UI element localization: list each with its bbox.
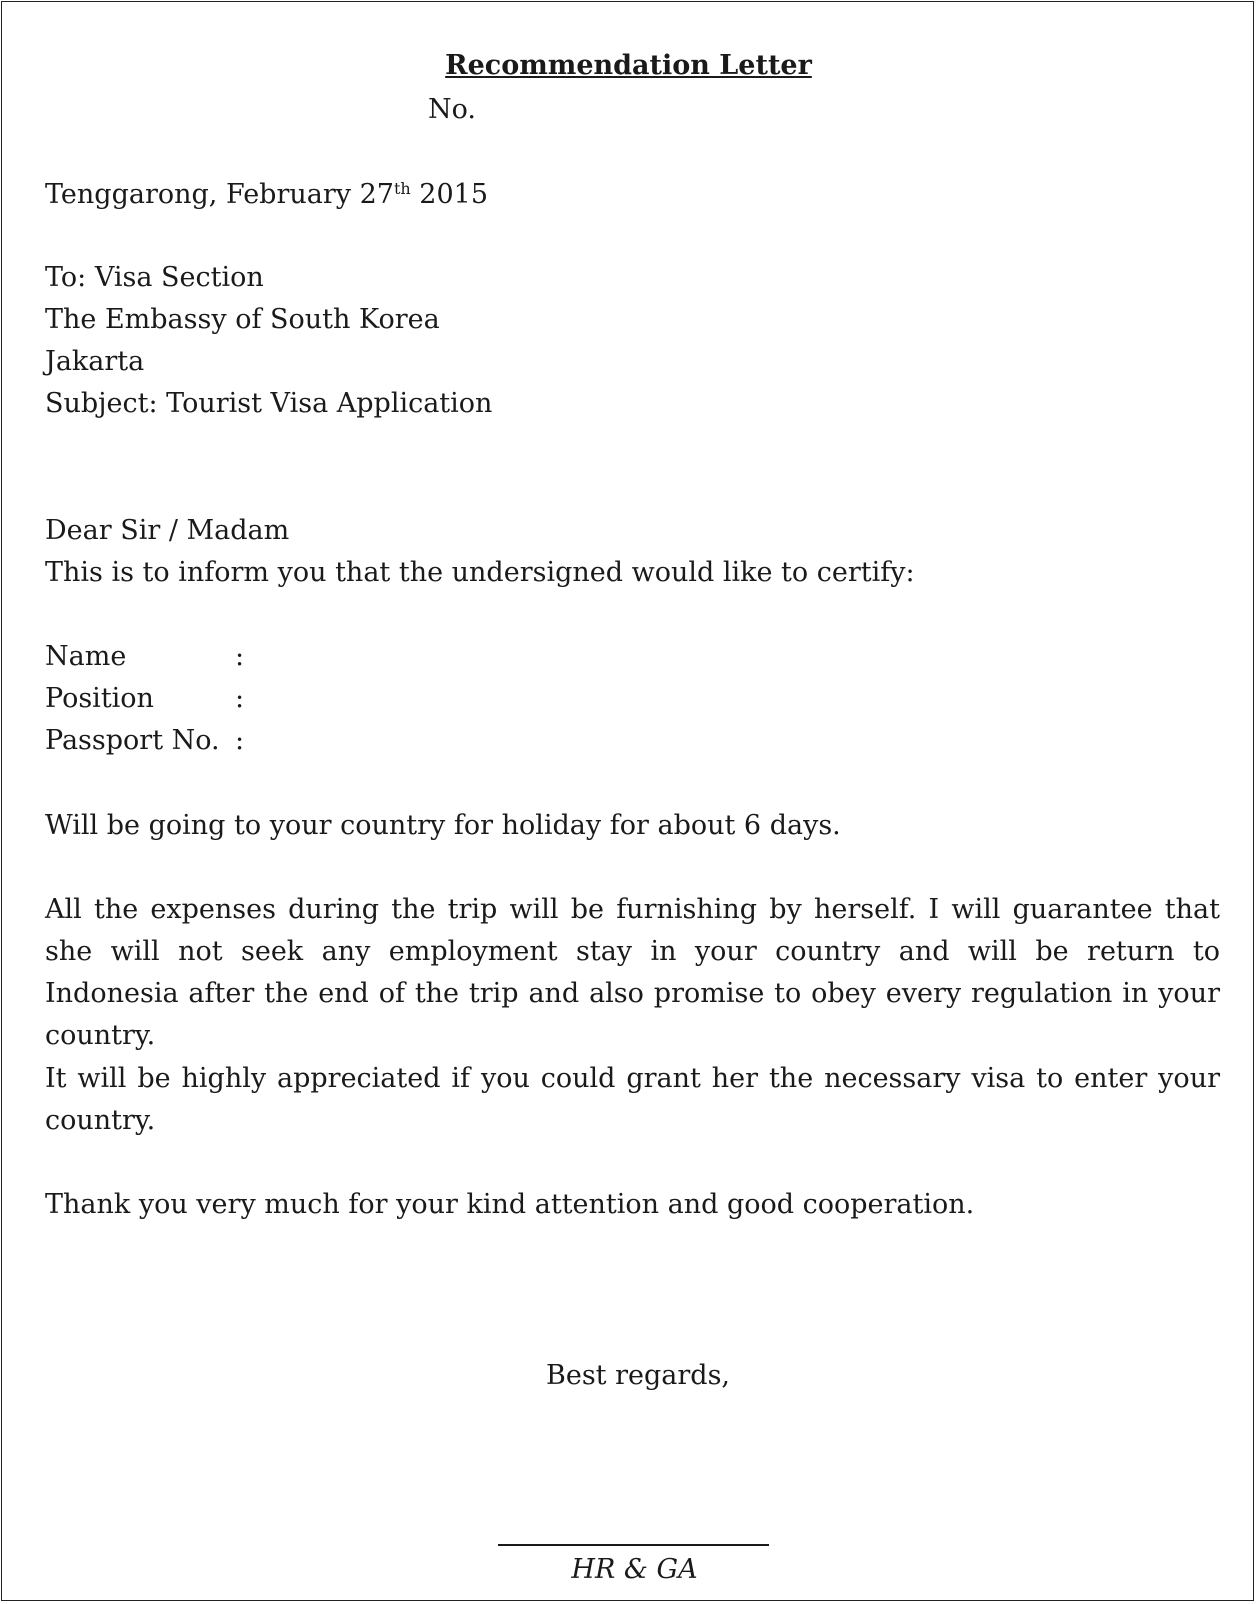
field-label: Passport No.: [45, 725, 220, 756]
salutation: Dear Sir / Madam: [45, 515, 290, 546]
signatory: HR & GA: [571, 1554, 698, 1585]
date-year: 2015: [410, 179, 488, 210]
field-separator: :: [235, 683, 245, 714]
letter-date: [45, 174, 488, 216]
field-label: Name: [45, 641, 127, 672]
field-label: Position: [45, 683, 154, 714]
field-passport: [45, 720, 244, 762]
recipient-city: Jakarta: [45, 346, 145, 377]
field-separator: :: [235, 725, 245, 756]
paragraph-request: It will be highly appreciated if you could grant her the necessary visa to enter your country.: [45, 1063, 1220, 1136]
field-name: [45, 636, 244, 678]
date-ordinal-suffix: th: [393, 179, 411, 198]
paragraph-travel: Will be going to your country for holiday for about 6 days.: [45, 810, 841, 841]
paragraph-thanks: Thank you very much for your kind attention and good cooperation.: [45, 1189, 975, 1220]
paragraph-expenses: All the expenses during the trip will be furnishing by herself. I will guarantee that she will not seek any employment stay in your country and will be return to Indonesia after the end of the trip and also promise to obey every regulation in your country.: [45, 894, 1220, 1051]
letter-number-label: No.: [428, 94, 476, 125]
date-prefix: Tenggarong, February 27: [45, 179, 394, 210]
recipient-embassy: The Embassy of South Korea: [45, 304, 440, 335]
recipient-to: To: Visa Section: [45, 262, 264, 293]
signature-line: [498, 1544, 769, 1546]
intro-text: This is to inform you that the undersigned would like to certify:: [45, 557, 915, 588]
letter-subject: Subject: Tourist Visa Application: [45, 388, 493, 419]
closing: Best regards,: [546, 1360, 731, 1391]
letter-title: Recommendation Letter: [445, 50, 812, 81]
field-separator: :: [235, 641, 245, 672]
field-position: [45, 678, 244, 720]
